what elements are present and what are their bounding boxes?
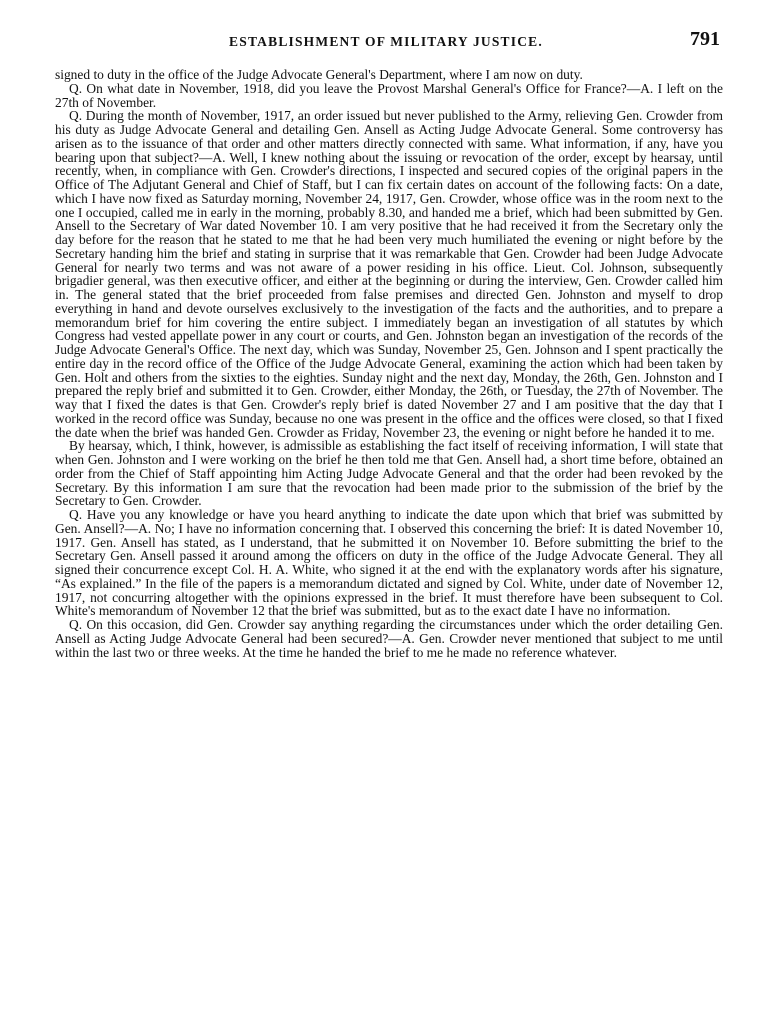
paragraph-question-departure-date: Q. On what date in November, 1918, did you leave the Provost Marshal General's Office for France?—A. I left on the 27th of November.	[55, 80, 723, 110]
paragraph-question-brief-date: Q. Have you any knowledge or have you heard anything to indicate the date upon which that brief was submitted by Gen. Ansell?—A. No; I have no information concerning that. I observed this concerning the brief: It is dated November 10, 1917. Gen. Ansell has stated, as I understand, that he submitted it on November 10. Before submitting the brief to the Secretary Gen. Ansell passed it around among the officers on duty in the office of the Judge Advocate General. They all signed their concurrence except Col. H. A. White, who signed it at the end with the explanatory words after his signature, “As explained.” In the file of the papers is a memorandum dictated and signed by Col. White, under date of November 12, 1917, not concurring altogether with the opinions expressed in the brief. It must therefore have been subsequent to Col. White's memorandum of November 12 that the brief was submitted, but as to the exact date I have no information.	[55, 507, 723, 619]
page-number: 791	[690, 28, 720, 50]
paragraph-hearsay: By hearsay, which, I think, however, is admissible as establishing the fact itself of receiving information, I will state that when Gen. Johnston and I were working on the brief he then told me that Gen. Ansell had, a short time before, obtained an order from the Chief of Staff appointing him Acting Judge Advocate General and that the order had been revoked by the Secretary. By this information I am sure that the revocation had been made prior to the submission of the brief by the Secretary to Gen. Crowder.	[55, 438, 723, 509]
body-text	[55, 68, 723, 659]
paragraph-continuation: signed to duty in the office of the Judge Advocate General's Department, where I am now on duty.	[55, 67, 583, 82]
paragraph-question-circumstances: Q. On this occasion, did Gen. Crowder say anything regarding the circumstances under which the order detailing Gen. Ansell as Acting Judge Advocate General had been secured?—A. Gen. Crowder never mentioned that subject to me until within the last two or three weeks. At the time he handed the brief to me he made no reference whatever.	[55, 617, 723, 660]
running-title: ESTABLISHMENT OF MILITARY JUSTICE.	[229, 34, 543, 49]
page-header	[52, 28, 720, 54]
paragraph-question-november-order: Q. During the month of November, 1917, an order issued but never published to the Army, relieving Gen. Crowder from his duty as Judge Advocate General and detailing Gen. Ansell as Acting Judge Advocate General. Some controversy has arisen as to the issuance of that order and other matters directly connected with same. What information, if any, have you bearing upon that subject?—A. Well, I knew nothing about the issuing or revocation of the order, except by hearsay, until recently, when, in compliance with Gen. Crowder's directions, I inspected and secured copies of the original papers in the Office of The Adjutant General and Chief of Staff, but I can fix certain dates on account of the following facts: On a date, which I have now fixed as Saturday morning, November 24, 1917, Gen. Crowder, whose office was in the room next to the one I occupied, called me in early in the morning, probably 8.30, and handed me a brief, which had been submitted by Gen. Ansell to the Secretary of War dated November 10. I am very positive that he had received it from the Secretary only the day before for the reason that he stated to me that he had been very much humiliated the evening or night before by the Secretary handing him the brief and stating in surprise that it was remarkable that Gen. Crowder had been Judge Advocate General for nearly two terms and was not aware of a power residing in his office. Lieut. Col. Johnson, subsequently brigadier general, was then executive officer, and either at the beginning or during the interview, Gen. Crowder called him in. The general stated that the brief proceeded from false premises and directed Gen. Johnston and myself to drop everything in hand and devote ourselves exclusively to the investigation of the facts and the authorities, and to prepare a memorandum brief for him covering the entire subject. I immediately began an investigation of all statutes by which Congress had vested appellate power in any court or courts, and Gen. Johnston began an investigation of the records of the Judge Advocate General's Office. The next day, which was Sunday, November 25, Gen. Johnson and I spent practically the entire day in the record office of the Office of the Judge Advocate General, examining the action which had been taken by Gen. Holt and others from the sixties to the eighties. Sunday night and the next day, Monday, the 26th, Gen. Johnston and I prepared the reply brief and submitted it to Gen. Crowder, either Monday, the 26th, or Tuesday, the 27th of November. The way that I fixed the dates is that Gen. Crowder's reply brief is dated November 27 and I am positive that the day that I worked in the record office was Sunday, because no one was present in the office and the offices were closed, so that I fixed the date when the brief was handed Gen. Crowder as Friday, November 23, the evening or night before he handed it to me.	[55, 108, 723, 440]
